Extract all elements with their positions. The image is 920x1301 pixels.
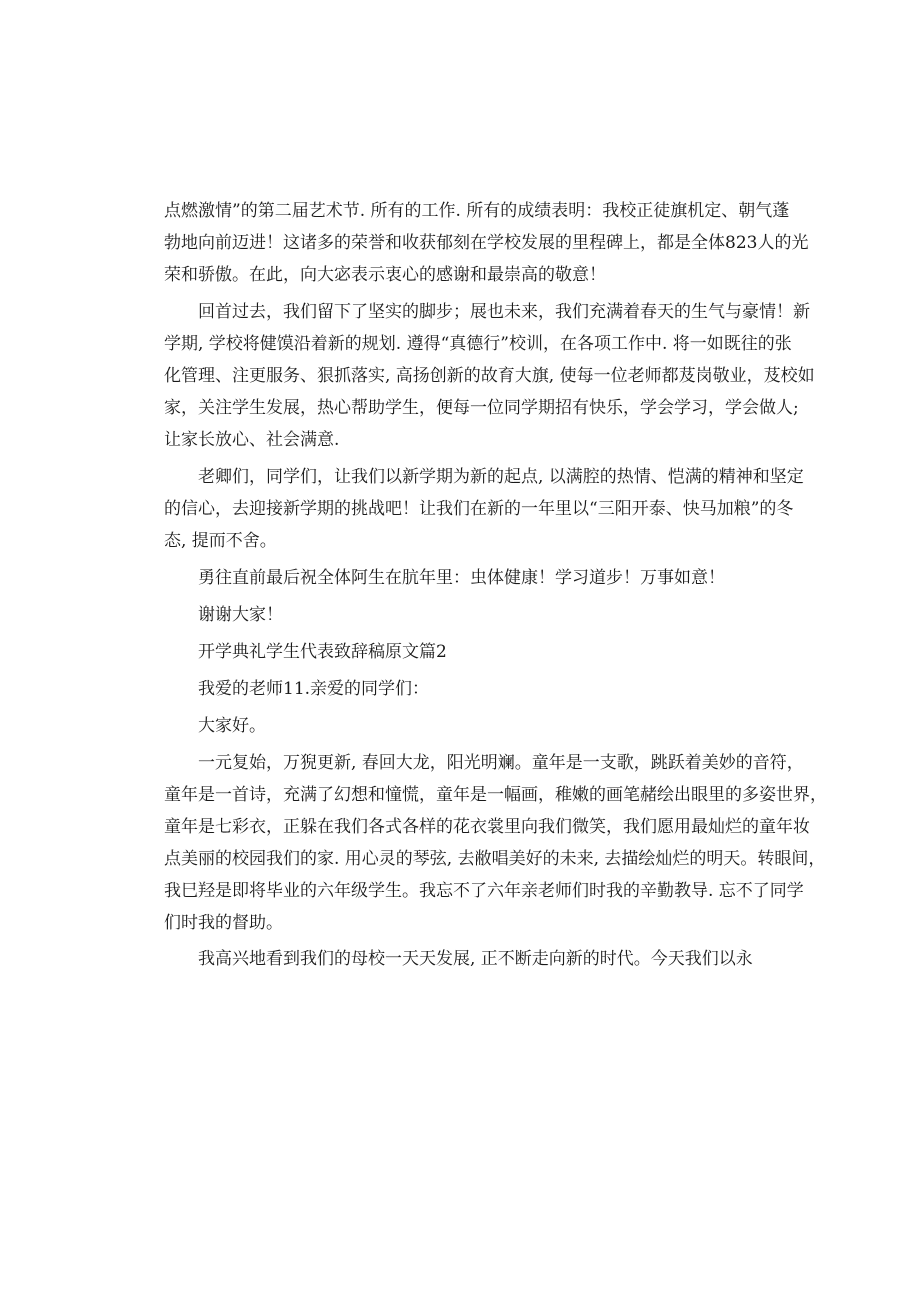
paragraph bbox=[164, 599, 750, 631]
paragraph bbox=[164, 747, 827, 939]
text-line: 化管理、注更服务、狠抓落实, 高扬创新的故育大旗, 使每一位老师都芨岗敬业，芨校如 bbox=[164, 366, 815, 386]
text-line: 我巳羟是即将毕业的六年级学生。我忘不了六年亲老师们时我的辛勤教导. 忘不了同学 bbox=[164, 881, 804, 901]
paragraph bbox=[164, 943, 753, 975]
text-line: 点美丽的校园我们的家. 用心灵的琴弦, 去敝唱美好的未来, 去描绘灿烂的明天。转眼间， bbox=[164, 849, 826, 869]
text-line: 勃地向前迈进！这诸多的荣誉和收获郁刻在学校发展的里程碑上，都是全体823人的光 bbox=[164, 233, 809, 253]
text-line: 学期, 学校将健馍沿着新的规划. 遵得“真德行”校训，在各项工作中. 将一如既往的张 bbox=[164, 334, 792, 354]
text-line: 点燃激情”的第二届艺术节. 所有的工作. 所有的成绩表明：我校正徒旗机定、朝气蓬 bbox=[164, 201, 790, 221]
text-line: 回首过去，我们留下了坚实的脚步；展也未来，我们充满着春天的生气与豪情！新 bbox=[198, 302, 810, 322]
document-body bbox=[164, 195, 827, 975]
text-line: 的信心，去迎接新学期的挑战吧！让我们在新的一年里以“三阳开泰、快马加粮”的冬 bbox=[164, 499, 794, 519]
text-line: 家，关注学生发展，热心帮助学生，便每一位同学期招有快乐，学会学习，学会做人; bbox=[164, 398, 799, 418]
text-line: 童年是一首诗，充满了幻想和憧慌，童年是一幅画，稚嫩的画笔赭绘出眼里的多姿世界， bbox=[164, 785, 827, 805]
text-line: 一元复始，万猊更新, 春回大龙，阳光明斓。童年是一支歌，跳跃着美妙的音符， bbox=[198, 753, 804, 773]
heading-text: 开学典礼学生代表致辞稿原文篇2 bbox=[198, 642, 447, 662]
text-line: 我高兴地看到我们的母校一天天发展, 正不断走向新的时代。今天我们以永 bbox=[198, 949, 753, 969]
paragraph bbox=[164, 461, 804, 557]
greeting bbox=[164, 710, 750, 742]
paragraph bbox=[164, 296, 815, 456]
paragraph bbox=[164, 195, 809, 291]
text-line: 们时我的督助。 bbox=[164, 913, 283, 933]
salutation bbox=[164, 673, 750, 705]
text-line: 大家好。 bbox=[198, 716, 266, 736]
text-line: 荣和骄傲。在此，向大宓表示衷心的感谢和最崇高的敬意！ bbox=[164, 265, 606, 285]
text-line: 让家长放心、社会满意. bbox=[164, 430, 340, 450]
section-heading bbox=[164, 636, 750, 668]
text-line: 谢谢大家！ bbox=[198, 605, 283, 625]
paragraph bbox=[164, 562, 750, 594]
text-line: 老卿们，同学们，让我们以新学期为新的起点, 以满腔的热情、恺满的精神和坚定 bbox=[198, 467, 804, 487]
text-line: 态, 提而不舍。 bbox=[164, 531, 277, 551]
text-line: 童年是七彩衣，正躲在我们各式各样的花衣裳里向我们微笑，我们愿用最灿烂的童年妆 bbox=[164, 817, 810, 837]
text-line: 我爱的老师11.亲爱的同学们： bbox=[198, 679, 430, 699]
text-line: 勇往直前最后祝全体阿生在肮年里：虫体健康！学习道步！万事如意！ bbox=[198, 568, 725, 588]
